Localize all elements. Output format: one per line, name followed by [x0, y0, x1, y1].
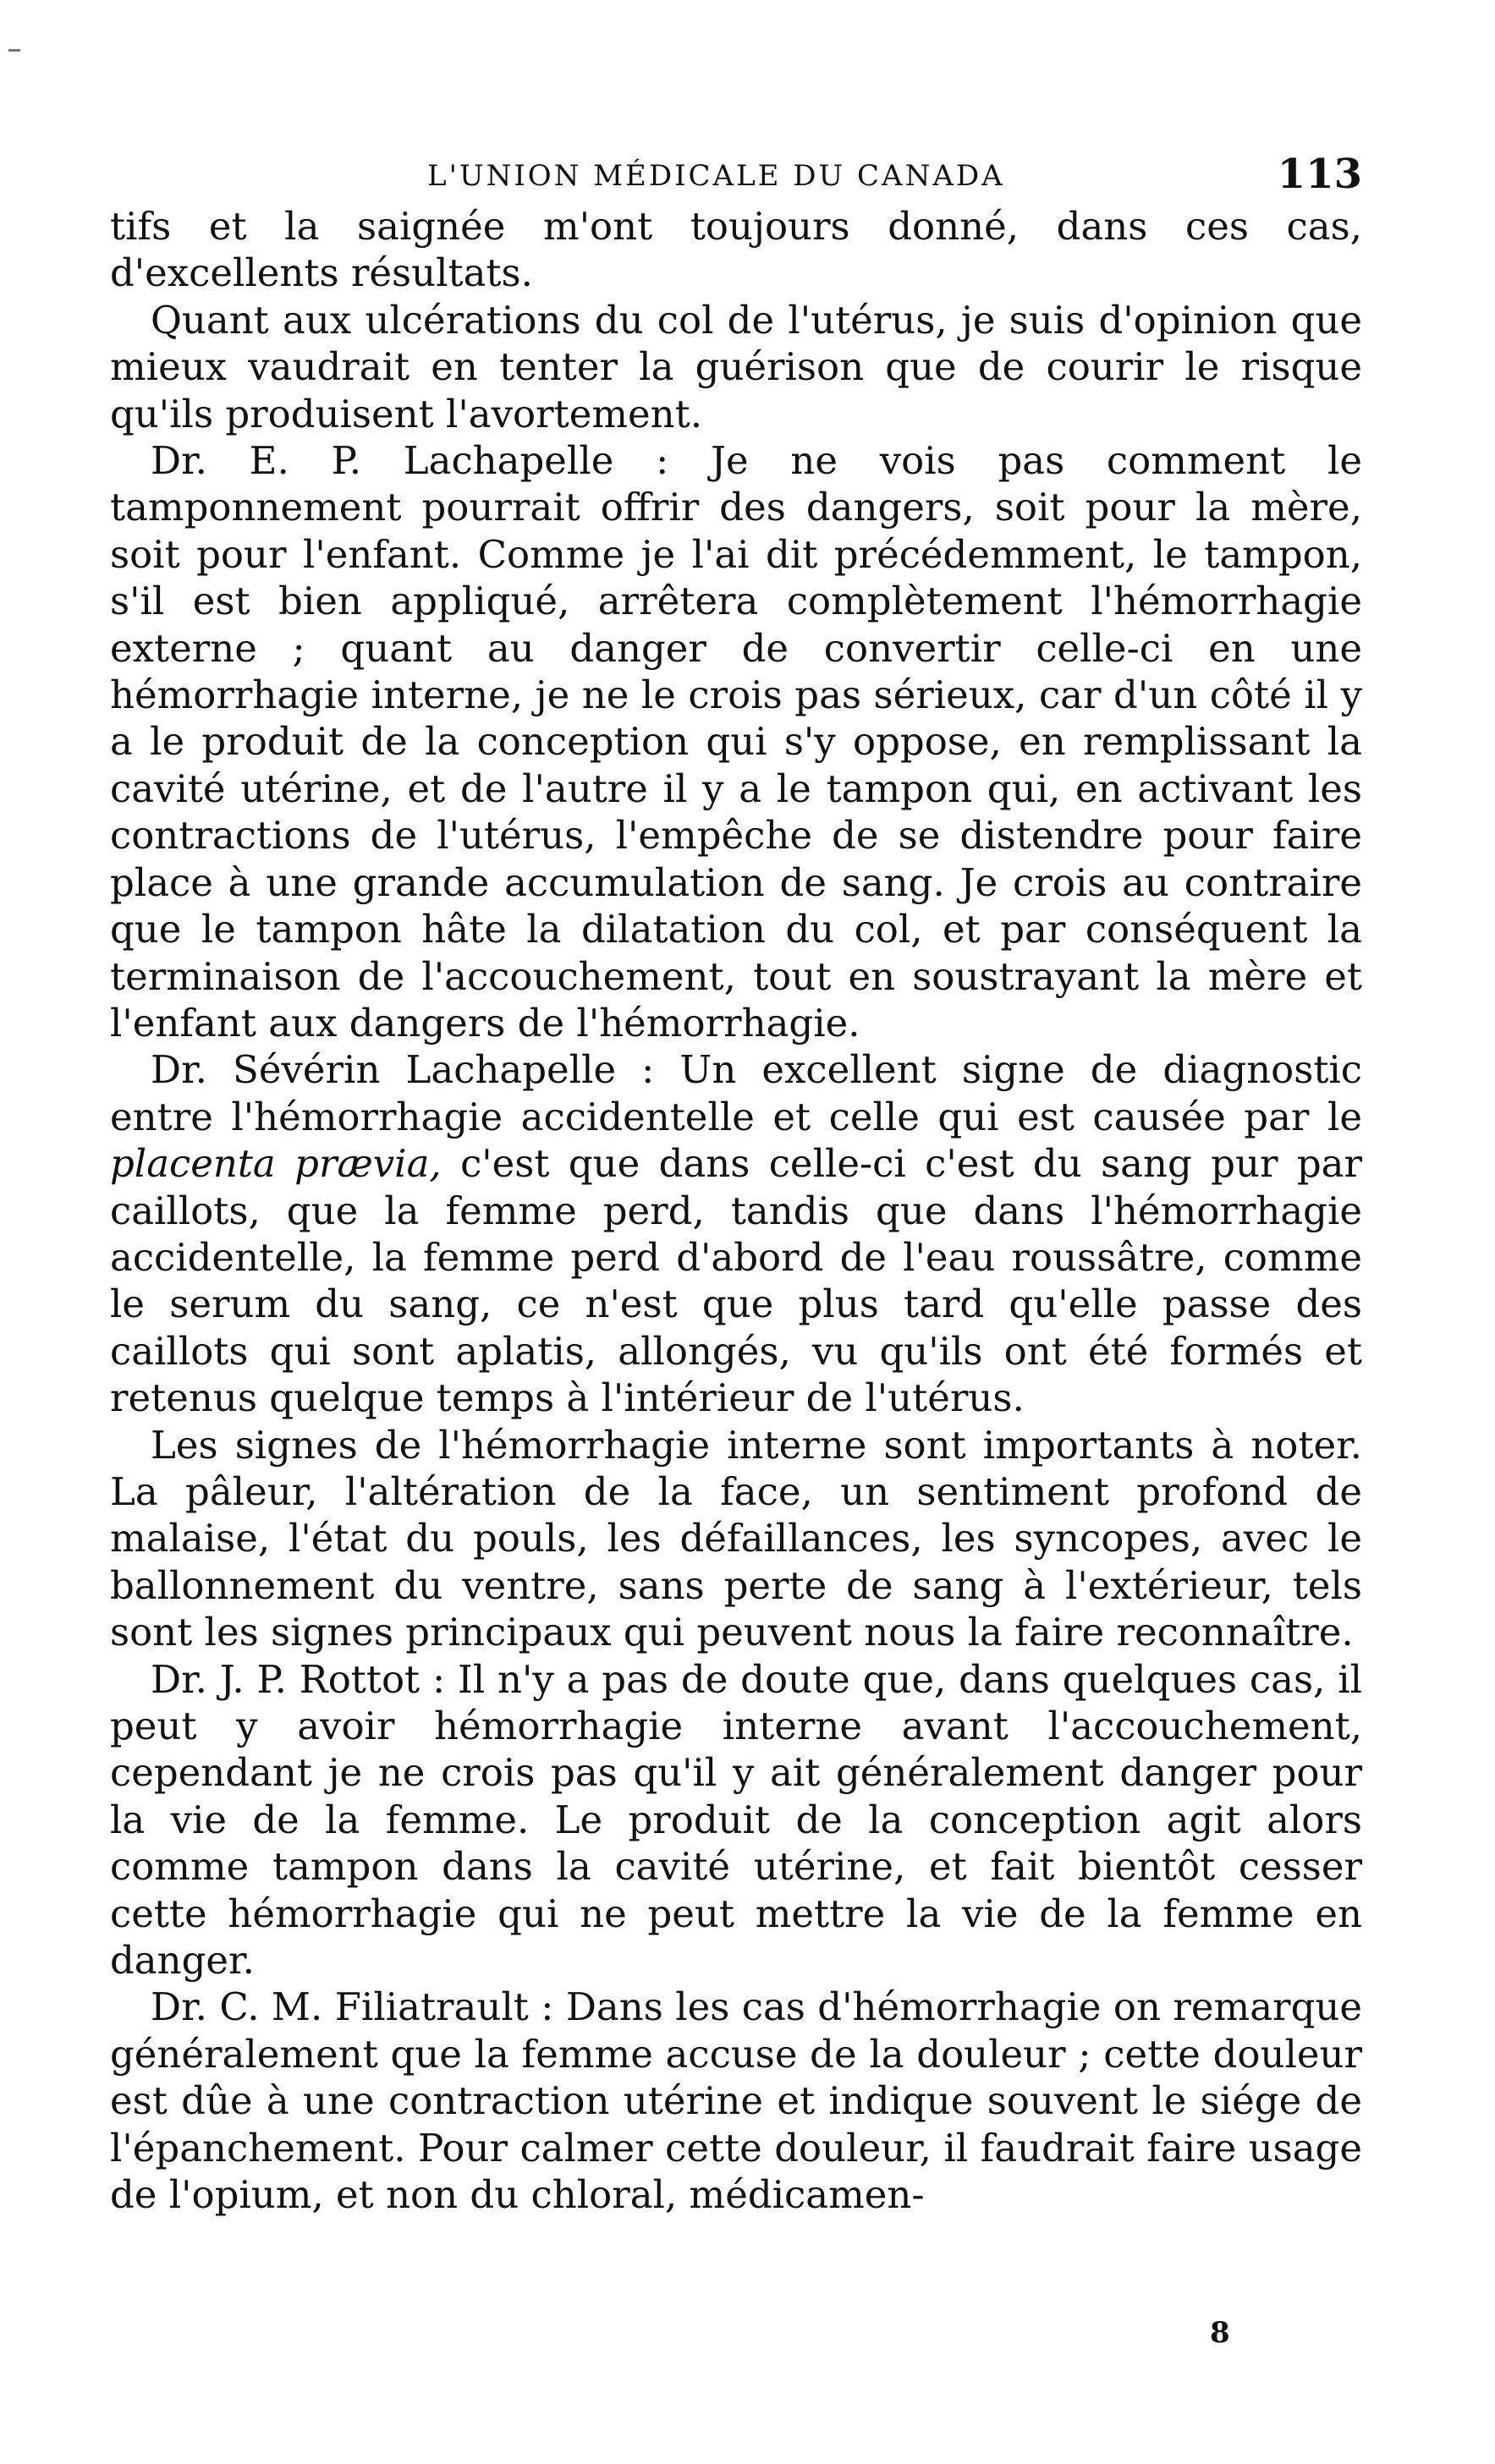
paragraph-text: Je ne vois pas comment le tamponnement pourrait offrir des dangers, soit pour la mère, soit pour l'enfant. Comme je l'ai dit précédemment, le tampon, s'il est bien appliqué, arrêtera complètement l'hémorrhagie externe ; quant au danger de convertir celle-ci en une hémorrhagie interne, je ne le crois pas sérieux, car d'un côté il y a le produit de la conception qui s'y oppose, en remplissant la cavité utérine, et de l'autre il y a le tampon qui, en activant les contractions de l'utérus, l'empêche de se distendre pour faire place à une grande accumulation de sang. Je crois au contraire que le tampon hâte la dilatation du col, et par conséquent la terminaison de l'accouchement, tout en soustrayant la mère et l'enfant aux dangers de l'hémorrhagie. [110, 438, 1362, 1045]
paragraph-continuation [110, 203, 1362, 297]
paragraph-text: tifs et la saignée m'ont toujours donné, dans ces cas, d'excellents résultats. [110, 204, 1362, 296]
paragraph-text: Les signes de l'hémorrhagie interne sont importants à noter. La pâleur, l'altération de la face, un sentiment profond de malaise, l'état du pouls, les défaillances, les syncopes, avec le ballonnement du ventre, sans perte de sang à l'extérieur, tels sont les signes principaux qui peuvent nous la faire reconnaître. [110, 1422, 1362, 1655]
printer-signature-mark: 8 [1210, 2316, 1230, 2350]
paragraph-text: Il n'y a pas de doute que, dans quelques cas, il peut y avoir hémorrhagie interne avant l'accouchement, cependant je ne crois pas qu'il y ait généralement danger pour la vie de la femme. Le produit de la conception agit alors comme tampon dans la cavité utérine, et fait bientôt cesser cette hémorrhagie qui ne peut mettre la vie de la femme en danger. [110, 1656, 1362, 1984]
paragraph-text: Un excellent signe de diagnostic entre l'hémorrhagie accidentelle et celle qui est causée par le [110, 1047, 1363, 1139]
paragraph-lachapelle-ep [110, 437, 1362, 1046]
paragraph-filiatrault [110, 1984, 1362, 2218]
scan-corner-mark [8, 49, 20, 52]
article-body [110, 203, 1362, 2218]
speaker-name: Dr. J. P. Rottot : [151, 1656, 446, 1702]
paragraph-text: Dans les cas d'hémorrhagie on remarque généralement que la femme accuse de la douleur ; cette douleur est dûe à une contraction utérine et indique souvent le siége de l'épanchement. Pour calmer cette douleur, il faudrait faire usage de l'opium, et non du chloral, médicamen- [110, 1984, 1362, 2218]
running-header [110, 144, 1362, 203]
document-page [110, 144, 1362, 2218]
paragraph-text: c'est que dans celle-ci c'est du sang pur par caillots, que la femme perd, tandis que dans l'hémorrhagie accidentelle, la femme perd d'abord de l'eau roussâtre, comme le serum du sang, ce n'est que plus tard qu'elle passe des caillots qui sont aplatis, allongés, vu qu'ils ont été formés et retenus quelque temps à l'intérieur de l'utérus. [110, 1141, 1362, 1421]
paragraph-rottot [110, 1656, 1362, 1984]
running-title: L'UNION MÉDICALE DU CANADA [427, 159, 1005, 193]
speaker-name: Dr. E. P. Lachapelle : [151, 438, 669, 484]
italic-term: placenta prævia, [110, 1141, 442, 1187]
page-number: 113 [1277, 151, 1362, 198]
speaker-name: Dr. C. M. Filiatrault : [151, 1984, 554, 2030]
speaker-name: Dr. Sévérin Lachapelle : [151, 1047, 655, 1093]
paragraph-internal-hemorrhage-signs [110, 1422, 1362, 1656]
paragraph-lachapelle-severin [110, 1046, 1362, 1421]
paragraph-ulcerations [110, 297, 1362, 437]
paragraph-text: Quant aux ulcérations du col de l'utérus, je suis d'opinion que mieux vaudrait en tenter la guérison que de courir le risque qu'ils produisent l'avortement. [110, 297, 1362, 436]
